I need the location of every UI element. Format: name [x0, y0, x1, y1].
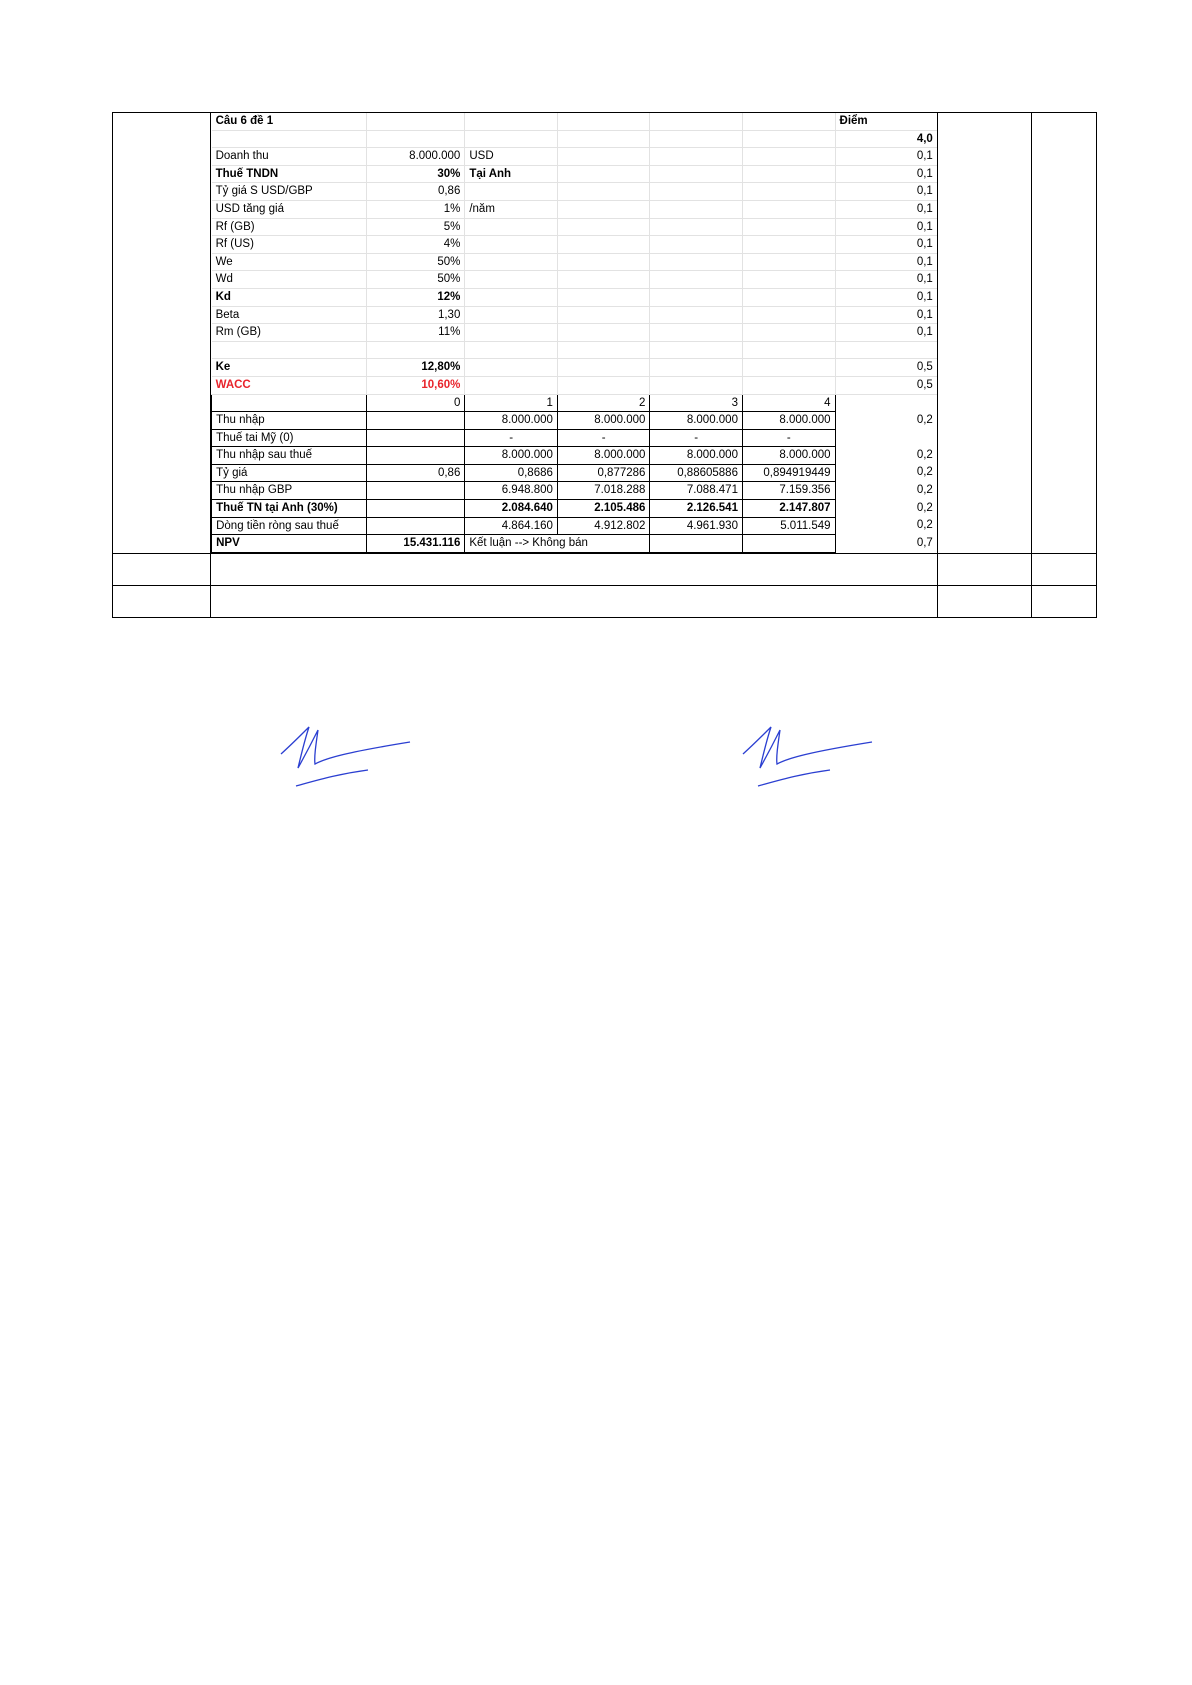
sheet-cell	[557, 165, 650, 183]
cashflow-value: 8.000.000	[557, 412, 650, 430]
year-header: 3	[650, 394, 743, 412]
npv-score: 0,7	[916, 536, 933, 549]
input-note	[465, 324, 558, 342]
cashflow-value: 2.084.640	[465, 500, 558, 518]
cashflow-value: 0,894919449	[742, 464, 835, 482]
input-label: Rm (GB)	[212, 324, 367, 342]
sheet-cell	[742, 535, 835, 553]
cashflow-value: 2.147.807	[742, 500, 835, 518]
sheet-cell	[742, 341, 835, 359]
total-score: 4,0	[835, 130, 937, 148]
sheet-cell	[650, 306, 743, 324]
sheet-cell	[650, 271, 743, 289]
cashflow-score: 0,2	[916, 466, 933, 479]
input-row	[212, 183, 937, 201]
sheet-cell	[742, 359, 835, 377]
cashflow-label: Thu nhập	[212, 412, 367, 430]
sheet-cell	[557, 376, 650, 394]
cashflow-label: Thuế tai Mỹ (0)	[212, 429, 367, 447]
wacc-value: 10,60%	[366, 376, 465, 394]
sheet-cell	[742, 288, 835, 306]
input-value: 50%	[366, 271, 465, 289]
input-label: Thuế TNDN	[212, 165, 367, 183]
cashflow-label: Tỷ giá	[212, 464, 367, 482]
sheet-cell	[465, 130, 558, 148]
cashflow-row	[212, 429, 937, 447]
input-note	[465, 236, 558, 254]
input-label: Doanh thu	[212, 148, 367, 166]
sheet-cell	[366, 130, 465, 148]
cashflow-value: 8.000.000	[465, 412, 558, 430]
cashflow-value: 2.105.486	[557, 500, 650, 518]
sheet-cell	[366, 113, 465, 130]
cell-blank	[937, 585, 1031, 617]
input-score: 0,1	[835, 183, 937, 201]
cashflow-value	[366, 429, 465, 447]
sheet-cell	[742, 236, 835, 254]
cashflow-row	[212, 464, 937, 482]
input-score: 0,1	[835, 148, 937, 166]
cashflow-value: 8.000.000	[742, 412, 835, 430]
year-header: 4	[742, 394, 835, 412]
input-note: USD	[465, 148, 558, 166]
cashflow-score: 0,2	[916, 483, 933, 496]
cashflow-value: 8.000.000	[557, 447, 650, 465]
sheet-cell	[650, 253, 743, 271]
cell-blank	[113, 585, 211, 617]
sheet-cell	[742, 376, 835, 394]
input-score: 0,1	[835, 324, 937, 342]
year-header: 2	[557, 394, 650, 412]
sheet-cell	[742, 165, 835, 183]
cashflow-label: Dòng tiền ròng sau thuế	[212, 517, 367, 535]
cashflow-value: 4.961.930	[650, 517, 743, 535]
cell-blank	[113, 553, 211, 585]
wacc-score: 0,5	[835, 376, 937, 394]
sheet-cell	[557, 113, 650, 130]
cashflow-score: 0,2	[916, 413, 933, 426]
sheet-cell	[557, 271, 650, 289]
sheet-cell	[650, 341, 743, 359]
sheet-cell	[742, 148, 835, 166]
input-value: 4%	[366, 236, 465, 254]
cashflow-value	[366, 447, 465, 465]
cashflow-value: -	[465, 429, 558, 447]
year-header: 1	[465, 394, 558, 412]
ke-label: Ke	[212, 359, 367, 377]
cashflow-value: 2.126.541	[650, 500, 743, 518]
sheet-cell	[557, 236, 650, 254]
answer-table	[112, 112, 1097, 618]
input-row	[212, 324, 937, 342]
cashflow-score: 0,2	[916, 519, 933, 532]
input-label: Kd	[212, 288, 367, 306]
input-label: USD tăng giá	[212, 200, 367, 218]
score-header: Điểm	[835, 113, 937, 130]
sheet-cell	[212, 341, 367, 359]
sheet-cell	[650, 359, 743, 377]
cashflow-value: 8.000.000	[742, 447, 835, 465]
cashflow-score	[835, 429, 937, 447]
sheet-cell	[557, 288, 650, 306]
cashflow-row	[212, 517, 937, 535]
input-score: 0,1	[835, 253, 937, 271]
input-row	[212, 165, 937, 183]
sheet-cell	[742, 324, 835, 342]
input-label: Rf (GB)	[212, 218, 367, 236]
input-row	[212, 271, 937, 289]
npv-label: NPV	[212, 535, 367, 553]
input-value: 1%	[366, 200, 465, 218]
cashflow-value: 6.948.800	[465, 482, 558, 500]
sheet-cell	[557, 306, 650, 324]
input-note	[465, 271, 558, 289]
input-row	[212, 288, 937, 306]
sheet-cell	[557, 130, 650, 148]
cashflow-row	[212, 482, 937, 500]
sheet-cell	[742, 253, 835, 271]
input-note	[465, 306, 558, 324]
input-value: 50%	[366, 253, 465, 271]
sheet-cell	[742, 113, 835, 130]
years-row	[212, 394, 937, 412]
sheet-cell	[650, 165, 743, 183]
input-row	[212, 148, 937, 166]
cell-blank	[211, 585, 938, 617]
blank-row	[212, 341, 937, 359]
sheet-cell	[366, 341, 465, 359]
sheet-cell	[835, 341, 937, 359]
input-note: Tại Anh	[465, 165, 558, 183]
cashflow-score: 0,2	[916, 448, 933, 461]
input-note	[465, 183, 558, 201]
cashflow-label: Thu nhập GBP	[212, 482, 367, 500]
input-label: Rf (US)	[212, 236, 367, 254]
sheet-cell	[742, 271, 835, 289]
input-value: 11%	[366, 324, 465, 342]
input-score: 0,1	[835, 306, 937, 324]
sheet-cell	[557, 183, 650, 201]
wacc-label: WACC	[212, 376, 367, 394]
ke-score: 0,5	[835, 359, 937, 377]
cashflow-value: 0,877286	[557, 464, 650, 482]
input-row	[212, 236, 937, 254]
input-label: Beta	[212, 306, 367, 324]
cell-blank	[1031, 553, 1096, 585]
input-score: 0,1	[835, 165, 937, 183]
cashflow-value	[366, 517, 465, 535]
input-row	[212, 253, 937, 271]
input-score: 0,1	[835, 218, 937, 236]
input-row	[212, 218, 937, 236]
input-score: 0,1	[835, 288, 937, 306]
cashflow-value: 0,8686	[465, 464, 558, 482]
sheet-cell	[465, 113, 558, 130]
cashflow-value: -	[650, 429, 743, 447]
input-note: /năm	[465, 200, 558, 218]
cashflow-value	[366, 482, 465, 500]
sheet-cell	[650, 113, 743, 130]
input-value: 8.000.000	[366, 148, 465, 166]
spreadsheet	[211, 113, 937, 553]
cashflow-row	[212, 412, 937, 430]
input-label: We	[212, 253, 367, 271]
sheet-cell	[650, 288, 743, 306]
npv-row	[212, 535, 937, 553]
spreadsheet-cell	[211, 113, 938, 554]
cashflow-value: 8.000.000	[465, 447, 558, 465]
input-score: 0,1	[835, 200, 937, 218]
sheet-cell	[557, 200, 650, 218]
sheet-cell	[650, 130, 743, 148]
cell-blank-right-2	[1031, 113, 1096, 554]
cashflow-value: 4.864.160	[465, 517, 558, 535]
input-row	[212, 200, 937, 218]
sheet-cell	[465, 341, 558, 359]
cell-blank-left	[113, 113, 211, 554]
title-row	[212, 113, 937, 130]
input-label: Wd	[212, 271, 367, 289]
ke-row	[212, 359, 937, 377]
sheet-cell	[212, 130, 367, 148]
total-score-row	[212, 130, 937, 148]
cashflow-value: 8.000.000	[650, 447, 743, 465]
cashflow-value: 5.011.549	[742, 517, 835, 535]
input-score: 0,1	[835, 236, 937, 254]
cashflow-value: -	[742, 429, 835, 447]
cell-blank	[1031, 585, 1096, 617]
cashflow-value: -	[557, 429, 650, 447]
question-title: Câu 6 đề 1	[212, 113, 367, 130]
input-value: 5%	[366, 218, 465, 236]
ke-value: 12,80%	[366, 359, 465, 377]
sheet-cell	[742, 183, 835, 201]
cashflow-value: 8.000.000	[650, 412, 743, 430]
cashflow-value: 0,88605886	[650, 464, 743, 482]
cashflow-label: Thu nhập sau thuế	[212, 447, 367, 465]
cashflow-label: Thuế TN tại Anh (30%)	[212, 500, 367, 518]
sheet-cell	[557, 341, 650, 359]
cell-blank	[211, 553, 938, 585]
sheet-cell	[650, 324, 743, 342]
cashflow-row	[212, 447, 937, 465]
sheet-cell	[465, 376, 558, 394]
sheet-cell	[557, 359, 650, 377]
input-value: 12%	[366, 288, 465, 306]
sheet-cell	[212, 394, 367, 412]
wacc-row	[212, 376, 937, 394]
sheet-cell	[742, 200, 835, 218]
cashflow-value	[366, 500, 465, 518]
input-label: Tỷ giá S USD/GBP	[212, 183, 367, 201]
cashflow-score: 0,2	[916, 501, 933, 514]
cell-blank-right-1	[937, 113, 1031, 554]
sheet-cell	[557, 218, 650, 236]
cell-blank	[937, 553, 1031, 585]
cashflow-value: 7.159.356	[742, 482, 835, 500]
cashflow-value: 7.088.471	[650, 482, 743, 500]
input-note	[465, 218, 558, 236]
signature-right	[740, 722, 880, 792]
npv-value: 15.431.116	[366, 535, 465, 553]
input-row	[212, 306, 937, 324]
input-note	[465, 288, 558, 306]
sheet-cell	[650, 200, 743, 218]
input-value: 30%	[366, 165, 465, 183]
npv-conclusion: Kết luận --> Không bán	[465, 535, 650, 553]
sheet-cell	[835, 394, 937, 412]
sheet-cell	[650, 218, 743, 236]
signature-left	[278, 722, 418, 792]
year-header: 0	[366, 394, 465, 412]
sheet-cell	[742, 306, 835, 324]
sheet-cell	[557, 253, 650, 271]
sheet-cell	[557, 148, 650, 166]
input-score: 0,1	[835, 271, 937, 289]
sheet-cell	[742, 218, 835, 236]
sheet-cell	[557, 324, 650, 342]
sheet-cell	[650, 148, 743, 166]
input-note	[465, 253, 558, 271]
cashflow-value: 0,86	[366, 464, 465, 482]
cashflow-value	[366, 412, 465, 430]
input-value: 1,30	[366, 306, 465, 324]
cashflow-row	[212, 500, 937, 518]
sheet-cell	[742, 130, 835, 148]
sheet-cell	[650, 376, 743, 394]
sheet-cell	[650, 535, 743, 553]
sheet-cell	[650, 183, 743, 201]
input-value: 0,86	[366, 183, 465, 201]
cashflow-value: 7.018.288	[557, 482, 650, 500]
cashflow-value: 4.912.802	[557, 517, 650, 535]
sheet-cell	[465, 359, 558, 377]
sheet-cell	[650, 236, 743, 254]
